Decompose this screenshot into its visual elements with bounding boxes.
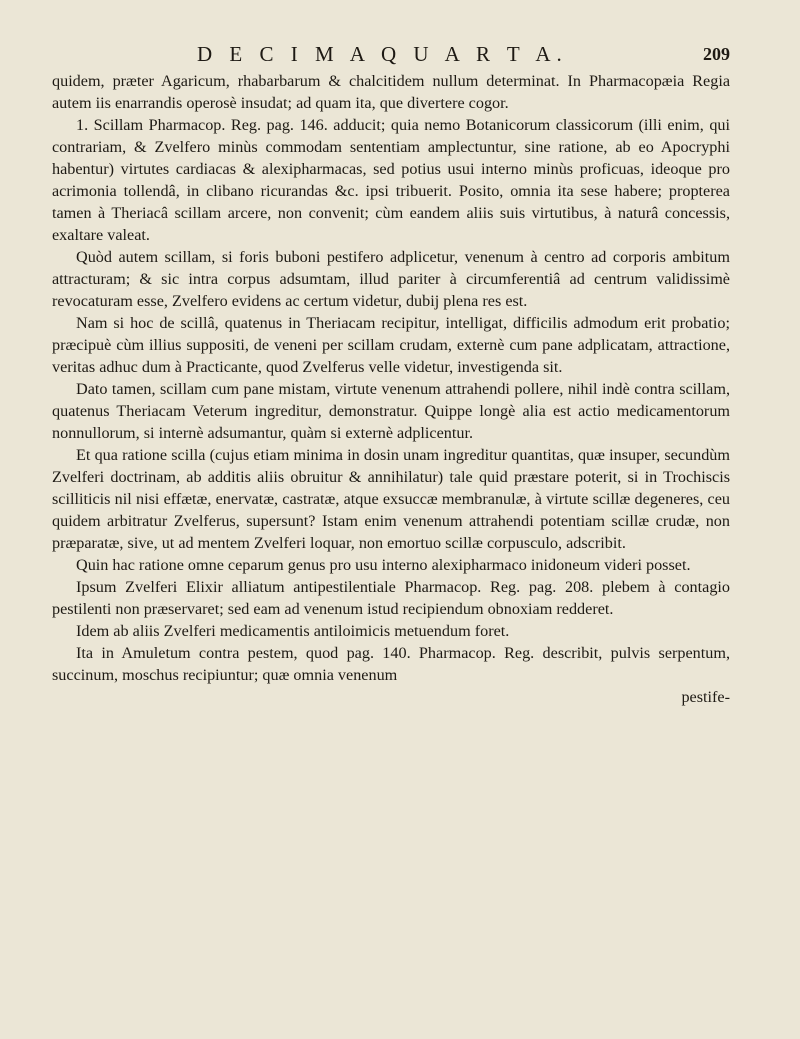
paragraph: 1. Scillam Pharmacop. Reg. pag. 146. adducit; quia nemo Botanicorum classicorum (illi enim, qui contrariam, & Zvelfero minùs commodam sententiam amplectuntur, sine ratione, ab eo Apocryphi habentur) virtutes cardiacas & alexipharmacas, sed potius usui interno minùs proficuas, ideoque pro acrimonia tollendâ, in clibano ricurandas &c. ipsi tribuerit. Posito, omnia ita sese habere; propterea tamen à Theriacâ scillam arcere, non convenit; cùm eandem aliis suis virtutibus, à naturâ concessis, exaltare valeat. <box>52 116 730 244</box>
paragraph: Ipsum Zvelferi Elixir alliatum antipestilentiale Pharmacop. Reg. pag. 208. plebem à contagio pestilenti non præservaret; sed eam ad venenum istud recipiendum obnoxiam redderet. <box>52 578 730 618</box>
paragraph: Quin hac ratione omne ceparum genus pro usu interno alexipharmaco inidoneum videri posset. <box>76 556 691 574</box>
paragraph: Nam si hoc de scillâ, quatenus in Theriacam recipitur, intelligat, difficilis admodum erit probatio; præcipuè cùm illius suppositi, de veneni per scillam crudam, externè cum pane adplicatam, attractione, veritas adhuc dum à Practicante, quod Zvelferus velle videtur, investigenda sit. <box>52 314 730 376</box>
body-text <box>52 70 730 686</box>
catchword: pestife- <box>681 688 730 706</box>
running-head <box>52 42 730 66</box>
page-number: 209 <box>703 44 730 64</box>
paragraph: Quòd autem scillam, si foris buboni pestifero adplicetur, venenum à centro ad corporis ambitum attracturam; & sic intra corpus adsumtam, illud pariter à circumferentiâ ad centrum validissimè revocaturam esse, Zvelfero evidens ac certum videtur, dubij plena res est. <box>52 248 730 310</box>
paragraph: Dato tamen, scillam cum pane mistam, virtute venenum attrahendi pollere, nihil indè contra scillam, quatenus Theriacam Veterum ingreditur, demonstratur. Quippe longè alia est actio medicamentorum nonnullorum, si internè adsumantur, quàm si externè adplicentur. <box>52 380 730 442</box>
running-head-title: D E C I M A Q U A R T A. <box>197 42 568 66</box>
paragraph: quidem, præter Agaricum, rhabarbarum & chalcitidem nullum determinat. In Pharmacopæia Regia autem iis enarrandis operosè insudat; ad quam ita, que divertere cogor. <box>52 72 730 112</box>
paragraph: Idem ab aliis Zvelferi medicamentis antiloimicis metuendum foret. <box>76 622 510 640</box>
paragraph: Et qua ratione scilla (cujus etiam minima in dosin unam ingreditur quantitas, quæ insuper, secundùm Zvelferi doctrinam, ab additis aliis obruitur & annihilatur) tale quid præstare poterit, si in Trochiscis scilliticis nil nisi effætæ, enervatæ, castratæ, atque exsuccæ membranulæ, à virtute scillæ degeneres, ceu quidem arbitratur Zvelferus, supersunt? Istam enim venenum attrahendi potentiam scillæ crudæ, non præparatæ, sive, ut ad mentem Zvelferi loquar, non emortuo scillæ corpusculo, adscribit. <box>52 446 730 552</box>
paragraph: Ita in Amuletum contra pestem, quod pag. 140. Pharmacop. Reg. describit, pulvis serpentum, succinum, moschus recipiuntur; quæ omnia venenum <box>52 644 730 684</box>
